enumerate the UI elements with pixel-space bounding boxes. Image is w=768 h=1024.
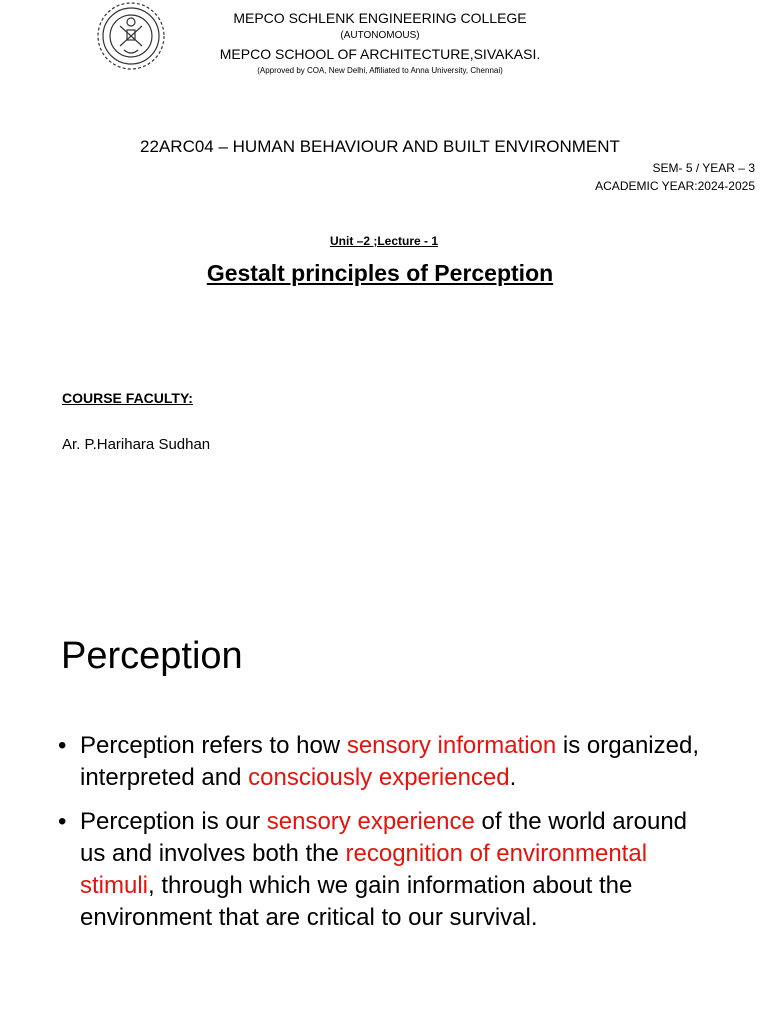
autonomous-label: (AUTONOMOUS) [340,30,420,41]
bullet-list [56,730,706,946]
bullet-text: , through which we gain information about the environment that are critical to our survival. [80,872,633,931]
unit-lecture: Unit –2 ;Lecture - 1 [329,234,439,248]
semester-info: SEM- 5 / YEAR – 3 [652,161,755,175]
lecture-title: Gestalt principles of Perception [206,260,554,286]
perception-slide [0,590,768,1024]
bullet-text: is organized, interpreted and [80,732,699,791]
bullet-text: of the world around us and involves both the [80,808,688,867]
bullet-icon: • [58,808,67,835]
highlight-text: consciously experienced [248,764,510,791]
course-title: 22ARC04 – HUMAN BEHAVIOUR AND BUILT ENVIRONMENT [140,137,620,156]
approval-note: (Approved by COA, New Delhi, Affiliated to Anna University, Chennai) [257,66,503,75]
bullet-text: Perception is our [80,808,267,835]
school-name: MEPCO SCHOOL OF ARCHITECTURE,SIVAKASI. [219,46,541,62]
highlight-text: recognition of environmental stimuli [80,840,648,899]
college-name: MEPCO SCHLENK ENGINEERING COLLEGE [233,10,527,26]
bullet-item [56,730,706,794]
bullet-item [56,806,706,934]
faculty-name: Ar. P.Harihara Sudhan [62,436,211,453]
highlight-text: sensory experience [266,808,475,835]
faculty-label: COURSE FACULTY: [62,390,193,406]
bullet-text: Perception refers to how [80,732,347,759]
bullet-icon: • [58,732,67,759]
bullet-text: . [509,764,517,791]
academic-year: ACADEMIC YEAR:2024-2025 [595,179,755,193]
slide-heading: Perception [61,635,243,677]
highlight-text: sensory information [346,732,557,759]
